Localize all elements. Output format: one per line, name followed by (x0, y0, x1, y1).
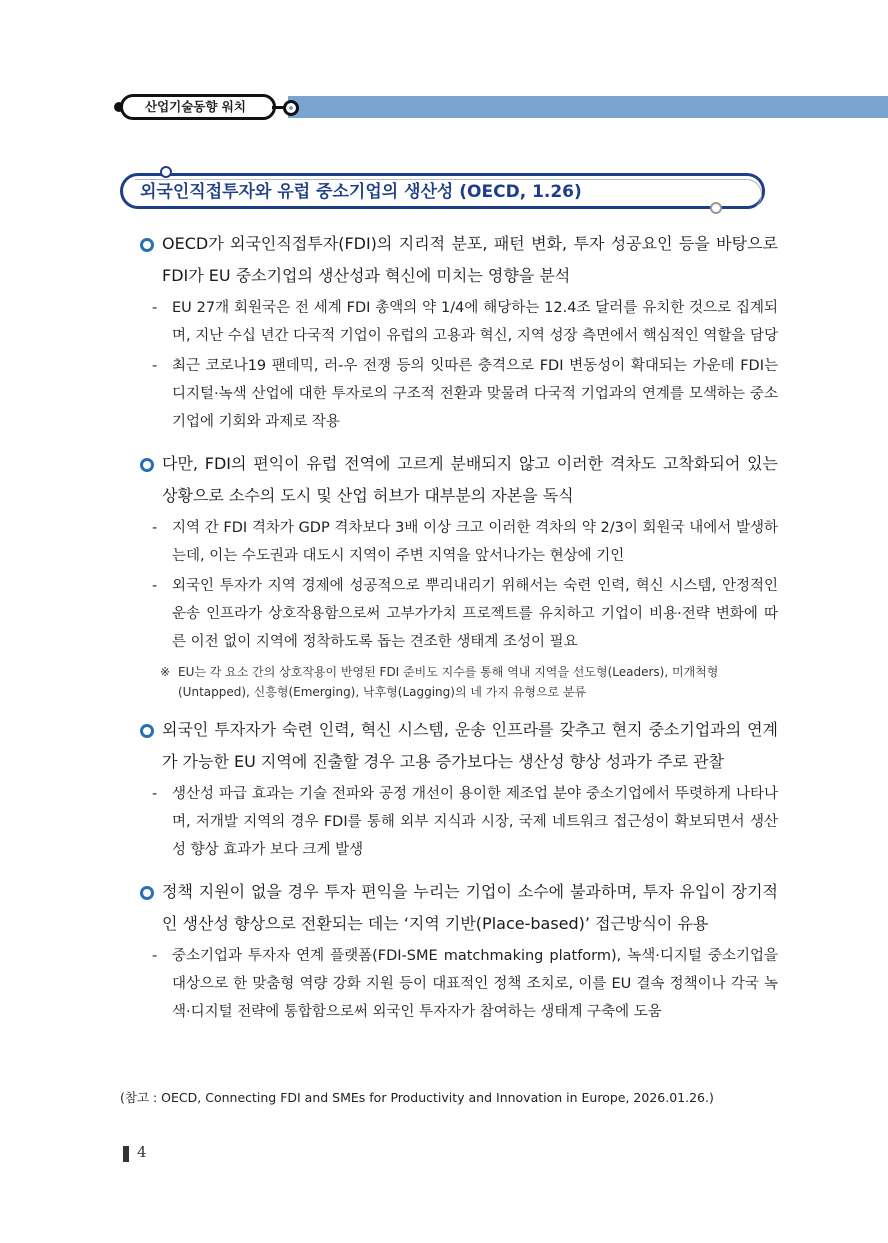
title-dot-icon (710, 202, 722, 214)
header-band (288, 96, 888, 118)
circle-bullet-icon (140, 238, 154, 252)
page-marker-icon (123, 1146, 129, 1162)
main-point: 정책 지원이 없을 경우 투자 편익을 누리는 기업이 소수에 불과하며, 투자 유입이 장기적인 생산성 향상으로 전환되는 데는 ‘지역 기반(Place-based)’ 접근방식이 유용 (138, 876, 778, 940)
dash-marker: - (152, 300, 158, 316)
sub-point: - 생산성 파급 효과는 기술 전파와 공정 개선이 용이한 제조업 분야 중소기업에서 뚜렷하게 나타나며, 저개발 지역의 경우 FDI를 통해 외부 지식과 시장, 국제 네트워크 접근성이 확보되면서 생산성 향상 효과가 보다 크게 발생 (138, 780, 778, 864)
main-point: 외국인 투자자가 숙련 인력, 혁신 시스템, 운송 인프라를 갖추고 현지 중소기업과의 연계가 가능한 EU 지역에 진출할 경우 고용 증가보다는 생산성 향상 성과가 주로 관찰 (138, 714, 778, 778)
source-citation: (참고 : OECD, Connecting FDI and SMEs for Productivity and Innovation in Europe, 2026.01.26.) (120, 1090, 714, 1105)
tab-ring-icon (283, 100, 299, 116)
main-point: 다만, FDI의 편익이 유럽 전역에 고르게 분배되지 않고 이러한 격차도 고착화되어 있는 상황으로 소수의 도시 및 산업 허브가 대부분의 자본을 독식 (138, 448, 778, 512)
sub-point: - 최근 코로나19 팬데믹, 러-우 전쟁 등의 잇따른 충격으로 FDI 변동성이 확대되는 가운데 FDI는 디지털·녹색 산업에 대한 투자로의 구조적 전환과 맞물려 다국적 기업과의 연계를 모색하는 중소기업에 기회와 과제로 작용 (138, 352, 778, 436)
sub-point: - EU 27개 회원국은 전 세계 FDI 총액의 약 1/4에 해당하는 12.4조 달러를 유치한 것으로 집계되며, 지난 수십 년간 다국적 기업이 유럽의 고용과 혁신, 지역 성장 측면에서 핵심적인 역할을 담당 (138, 294, 778, 350)
footnote: ※ EU는 각 요소 간의 상호작용이 반영된 FDI 준비도 지수를 통해 역내 지역을 선도형(Leaders), 미개척형(Untapped), 신흥형(Emerging), 낙후형(Lagging)의 네 가지 유형으로 분류 (138, 662, 778, 702)
dash-marker: - (152, 358, 158, 374)
page-title: 외국인직접투자와 유럽 중소기업의 생산성 (OECD, 1.26) (140, 182, 582, 202)
page-number: 4 (137, 1143, 147, 1161)
circle-bullet-icon (140, 886, 154, 900)
note-mark: ※ (160, 665, 171, 679)
sub-point: - 외국인 투자가 지역 경제에 성공적으로 뿌리내리기 위해서는 숙련 인력, 혁신 시스템, 안정적인 운송 인프라가 상호작용함으로써 고부가가치 프로젝트를 유치하고 기업이 비용·전략 변화에 따른 이전 없이 지역에 정착하도록 돕는 견조한 생태계 조성이 필요 (138, 572, 778, 656)
circle-bullet-icon (140, 458, 154, 472)
dash-marker: - (152, 578, 158, 594)
section-2 (138, 448, 778, 702)
section-1 (138, 228, 778, 436)
sub-point: - 중소기업과 투자자 연계 플랫폼(FDI-SME matchmaking platform), 녹색·디지털 중소기업을 대상으로 한 맞춤형 역량 강화 지원 등이 대표적인 정책 조치로, 이를 EU 결속 정책이나 각국 녹색·디지털 전략에 통합함으로써 외국인 투자자가 참여하는 생태계 구축에 도움 (138, 942, 778, 1026)
section-tab-label: 산업기술동향 워치 (145, 99, 246, 114)
sub-point: - 지역 간 FDI 격차가 GDP 격차보다 3배 이상 크고 이러한 격차의 약 2/3이 회원국 내에서 발생하는데, 이는 수도권과 대도시 지역이 주변 지역을 앞서나가는 현상에 기인 (138, 514, 778, 570)
section-tab (120, 94, 276, 120)
dash-marker: - (152, 786, 158, 802)
section-4 (138, 876, 778, 1026)
title-dot-icon (160, 166, 172, 178)
main-point: OECD가 외국인직접투자(FDI)의 지리적 분포, 패턴 변화, 투자 성공요인 등을 바탕으로 FDI가 EU 중소기업의 생산성과 혁신에 미치는 영향을 분석 (138, 228, 778, 292)
circle-bullet-icon (140, 724, 154, 738)
section-3 (138, 714, 778, 864)
article-body (138, 228, 778, 1026)
dash-marker: - (152, 948, 158, 964)
dash-marker: - (152, 520, 158, 536)
